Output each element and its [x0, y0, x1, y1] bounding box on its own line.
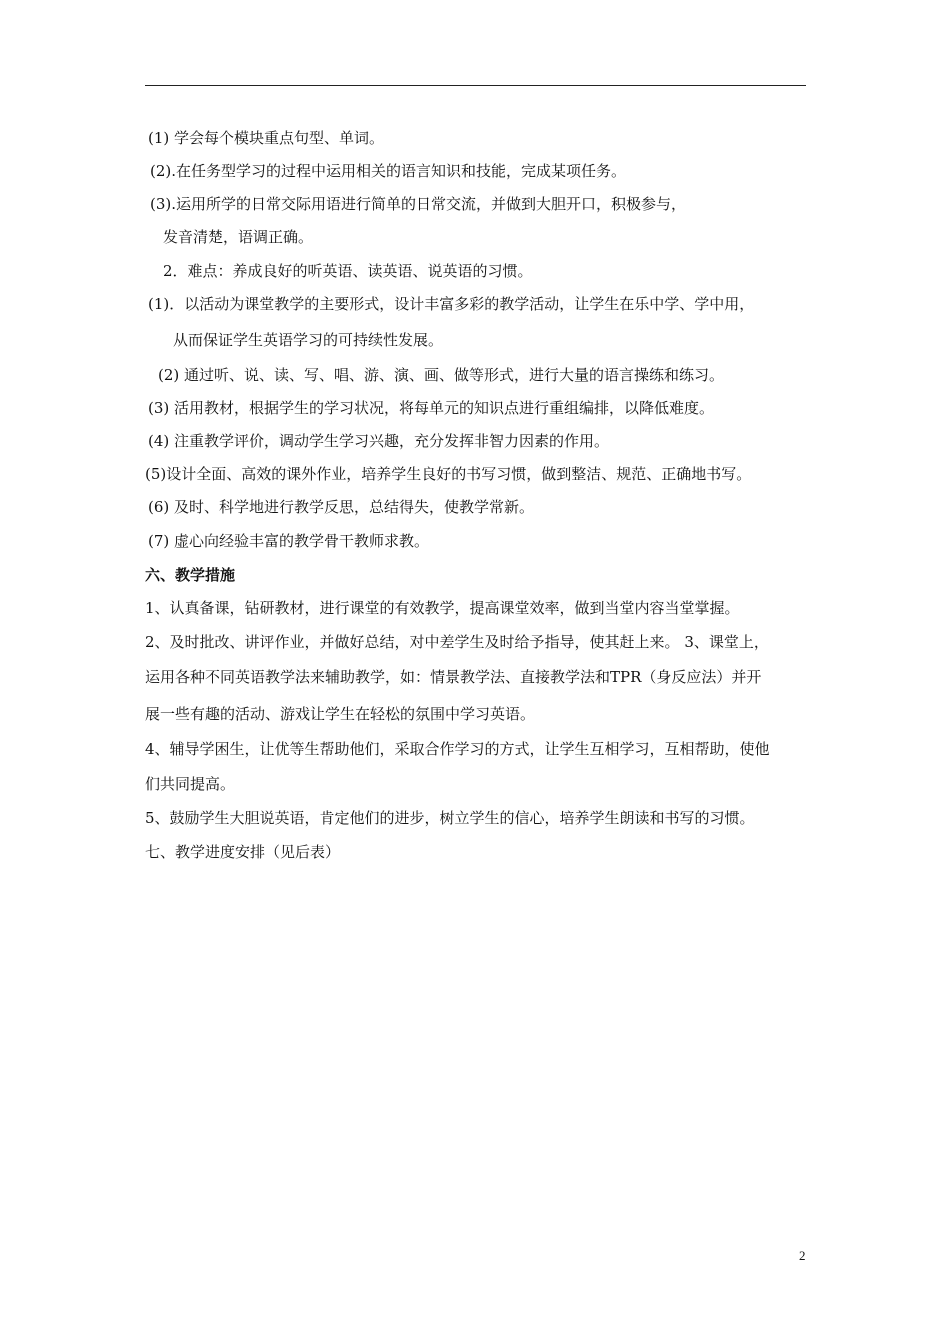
section-heading: 六、教学措施: [145, 566, 236, 584]
text-line: 运用各种不同英语教学法来辅助教学，如：情景教学法、直接教学法和TPR（身反应法）并开: [145, 668, 762, 686]
text-line: (2).在任务型学习的过程中运用相关的语言知识和技能，完成某项任务。: [150, 162, 627, 180]
header-rule: [145, 85, 806, 86]
page-number: 2: [799, 1248, 806, 1263]
text-line: (3).运用所学的日常交际用语进行简单的日常交流，并做到大胆开口，积极参与，: [150, 195, 687, 213]
text-line: (7) 虚心向经验丰富的教学骨干教师求教。: [148, 532, 430, 550]
text-line: 们共同提高。: [145, 775, 236, 793]
text-line: 1、认真备课，钻研教材，进行课堂的有效教学，提高课堂效率，做到当堂内容当堂掌握。: [145, 599, 740, 617]
text-line: 4、辅导学困生，让优等生帮助他们，采取合作学习的方式，让学生互相学习，互相帮助，使他: [145, 740, 770, 758]
text-line: (1)．以活动为课堂教学的主要形式，设计丰富多彩的教学活动，让学生在乐中学、学中用，: [148, 295, 755, 313]
text-line: 展一些有趣的活动、游戏让学生在轻松的氛围中学习英语。: [145, 705, 536, 723]
text-line: 5、鼓励学生大胆说英语，肯定他们的进步，树立学生的信心，培养学生朗读和书写的习惯。: [145, 809, 755, 827]
text-line: (2) 通过听、说、读、写、唱、游、演、画、做等形式，进行大量的语言操练和练习。: [158, 366, 725, 384]
text-line: 2．难点：养成良好的听英语、读英语、说英语的习惯。: [163, 262, 533, 280]
text-line: 2、及时批改、讲评作业，并做好总结，对中差学生及时给予指导，使其赶上来。 3、课堂上，: [145, 633, 769, 651]
text-line: (6) 及时、科学地进行教学反思，总结得失，使教学常新。: [148, 498, 535, 516]
text-line: 发音清楚，语调正确。: [163, 228, 314, 246]
section-heading: 七、教学进度安排（见后表）: [145, 843, 341, 861]
text-line: (3) 活用教材，根据学生的学习状况，将每单元的知识点进行重组编排，以降低难度。: [148, 399, 715, 417]
text-line: (1) 学会每个模块重点句型、单词。: [148, 129, 385, 147]
text-line: (4) 注重教学评价，调动学生学习兴趣，充分发挥非智力因素的作用。: [148, 432, 610, 450]
text-line: (5)设计全面、高效的课外作业，培养学生良好的书写习惯，做到整洁、规范、正确地书写。: [145, 465, 752, 483]
text-line: 从而保证学生英语学习的可持续性发展。: [173, 331, 444, 349]
